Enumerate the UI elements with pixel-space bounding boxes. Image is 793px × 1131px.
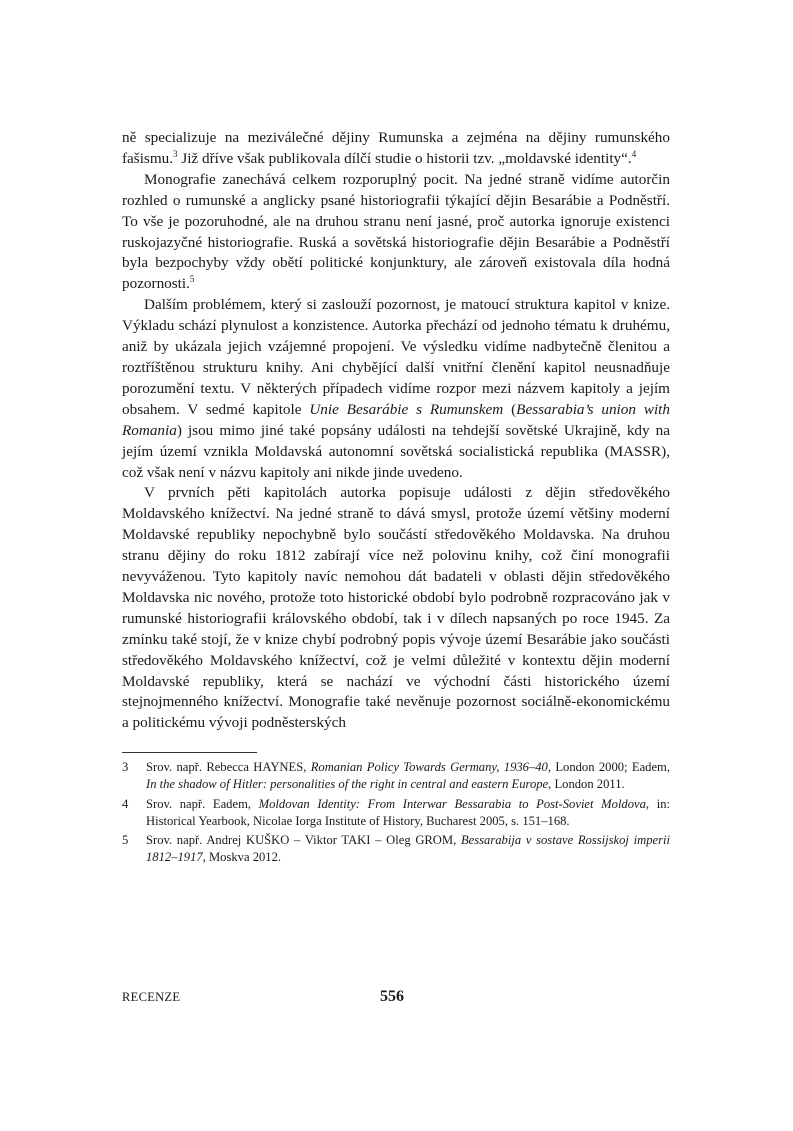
footnote-ref-3[interactable]: 3 bbox=[173, 148, 178, 159]
text-run: Monografie zanechává celkem rozporuplný pocit. Na jedné straně vidíme autorčin rozhled o rumunské a anglicky psané historiografii týkající dějin Besarábie a Podněstří. To vše je pozoruhodné, ale na druhou stranu není jasné, proč autorka ignoruje existenci ruskojazyčné historiografie. Ruská a sovětská historiografie dějin Besarábie a Podněstří byla bezpochyby vždy obětí politické konjunktury, ale zároveň existovala díla hodná pozornosti. bbox=[122, 170, 670, 293]
text-run: ( bbox=[503, 400, 517, 418]
footnote-ref-5[interactable]: 5 bbox=[189, 274, 195, 285]
section-label: RECENZE bbox=[122, 990, 181, 1004]
footnote-number: 5 bbox=[122, 833, 129, 848]
text-run: Srov. např. Andrej KUŠKO – Viktor TAKI – Oleg GROM, bbox=[146, 833, 461, 848]
text-run: , in: Historical Yearbook, Nicolae Iorga Institute of History, Bucharest 2005, s. 151–168. bbox=[146, 796, 670, 828]
paragraph-2 bbox=[122, 170, 670, 295]
page-content bbox=[122, 128, 670, 869]
footnote-divider bbox=[122, 752, 257, 753]
footnote-text bbox=[146, 832, 670, 866]
footnote-3 bbox=[122, 759, 670, 793]
text-run: Srov. např. Eadem, bbox=[146, 796, 259, 811]
footnote-4 bbox=[122, 796, 670, 830]
text-run: Srov. např. Rebecca HAYNES, bbox=[146, 760, 311, 775]
book-title: Romanian Policy Towards Germany, 1936–40 bbox=[310, 760, 548, 775]
text-run: Dalším problémem, který si zaslouží pozornost, je matoucí struktura kapitol v knize. Výkladu schází plynulost a konzistence. Autorka přechází od jednoho tématu k druhému, aniž by ukázala jejich vzájemné propojení. Ve výsledku vidíme nadbytečně členitou a roztříštěnou strukturu knihy. Ani chybějící další vnitřní členění kapitol neusnadňuje porozumění textu. V některých případech vidíme rozpor mezi názvem kapitoly a jejím obsahem. V sedmé kapitole bbox=[122, 296, 670, 418]
paragraph-4: V prvních pěti kapitolách autorka popisuje události z dějin středověkého Moldavského knížectví. Na jedné straně to dává smysl, protože území většiny moderní Moldavské republiky nepochybně bylo součástí středověkého Moldavska. Na druhou stranu dějiny do roku 1812 zabírají více než polovinu knihy, což činí monografii nevyváženou. Tyto kapitoly navíc nemohou dát badateli v oblasti dějin středověkého Moldavska nic nového, protože toto historické období bylo podrobně rozpracováno jak v rumunské historiografii královského období, tak i v dílech napsaných po roce 1945. Za zmínku také stojí, že v knize chybí podrobný popis vývoje území Besarábie jako součásti středověkého Moldavského knížectví, což je velmi důležité v kontextu dějin moderní Moldavské republiky, která se nachází ve východní části historického území stejnojmenného knížectví. Monografie také nevěnuje pozornost sociálně-ekonomickému a politickému vývoji podněsterských bbox=[122, 484, 670, 732]
footnote-text bbox=[146, 796, 670, 830]
text-run: , London 2011. bbox=[548, 777, 625, 792]
text-run: , Moskva 2012. bbox=[202, 850, 282, 865]
book-title: In the shadow of Hitler: personalities of the right in central and eastern Europe bbox=[146, 777, 549, 792]
text-run: Již dříve však publikovala dílčí studie o historii tzv. „moldavské identity“. bbox=[177, 149, 632, 167]
footnote-ref-4[interactable]: 4 bbox=[631, 148, 637, 159]
footnote-number: 4 bbox=[122, 796, 129, 811]
text-run: ně specializuje na meziválečné dějiny Rumunska a zejména na dějiny rumunského fašismu. bbox=[122, 129, 670, 167]
text-run: ) jsou mimo jiné také popsány události na tehdejší sovětské Ukrajině, kdy na jejím území vznikla Moldavská autonomní sovětská socialistická republika (MASSR), což však není v názvu kapitoly ani nikde jinde uvedeno. bbox=[122, 421, 670, 481]
book-title: Moldovan Identity: From Interwar Bessarabia to Post-Soviet Moldova bbox=[258, 796, 646, 811]
footnote-5 bbox=[122, 832, 670, 866]
page-footer bbox=[122, 988, 670, 1010]
body-text bbox=[122, 128, 670, 734]
paragraph-1 bbox=[122, 128, 670, 170]
chapter-title-italic: Unie Besarábie s Rumunskem bbox=[309, 400, 504, 418]
page-number: 556 bbox=[380, 988, 404, 1005]
footnotes bbox=[122, 759, 670, 866]
text-run: , London 2000; Eadem, bbox=[547, 760, 670, 775]
footnote-text bbox=[146, 759, 670, 793]
footnote-number: 3 bbox=[122, 760, 129, 775]
chapter-title-english-italic: Bessarabia’s union with Romania bbox=[122, 400, 670, 439]
book-title: Bessarabija v sostave Rossijskoj imperii 1812–1917 bbox=[146, 833, 670, 865]
paragraph-3 bbox=[122, 295, 670, 483]
